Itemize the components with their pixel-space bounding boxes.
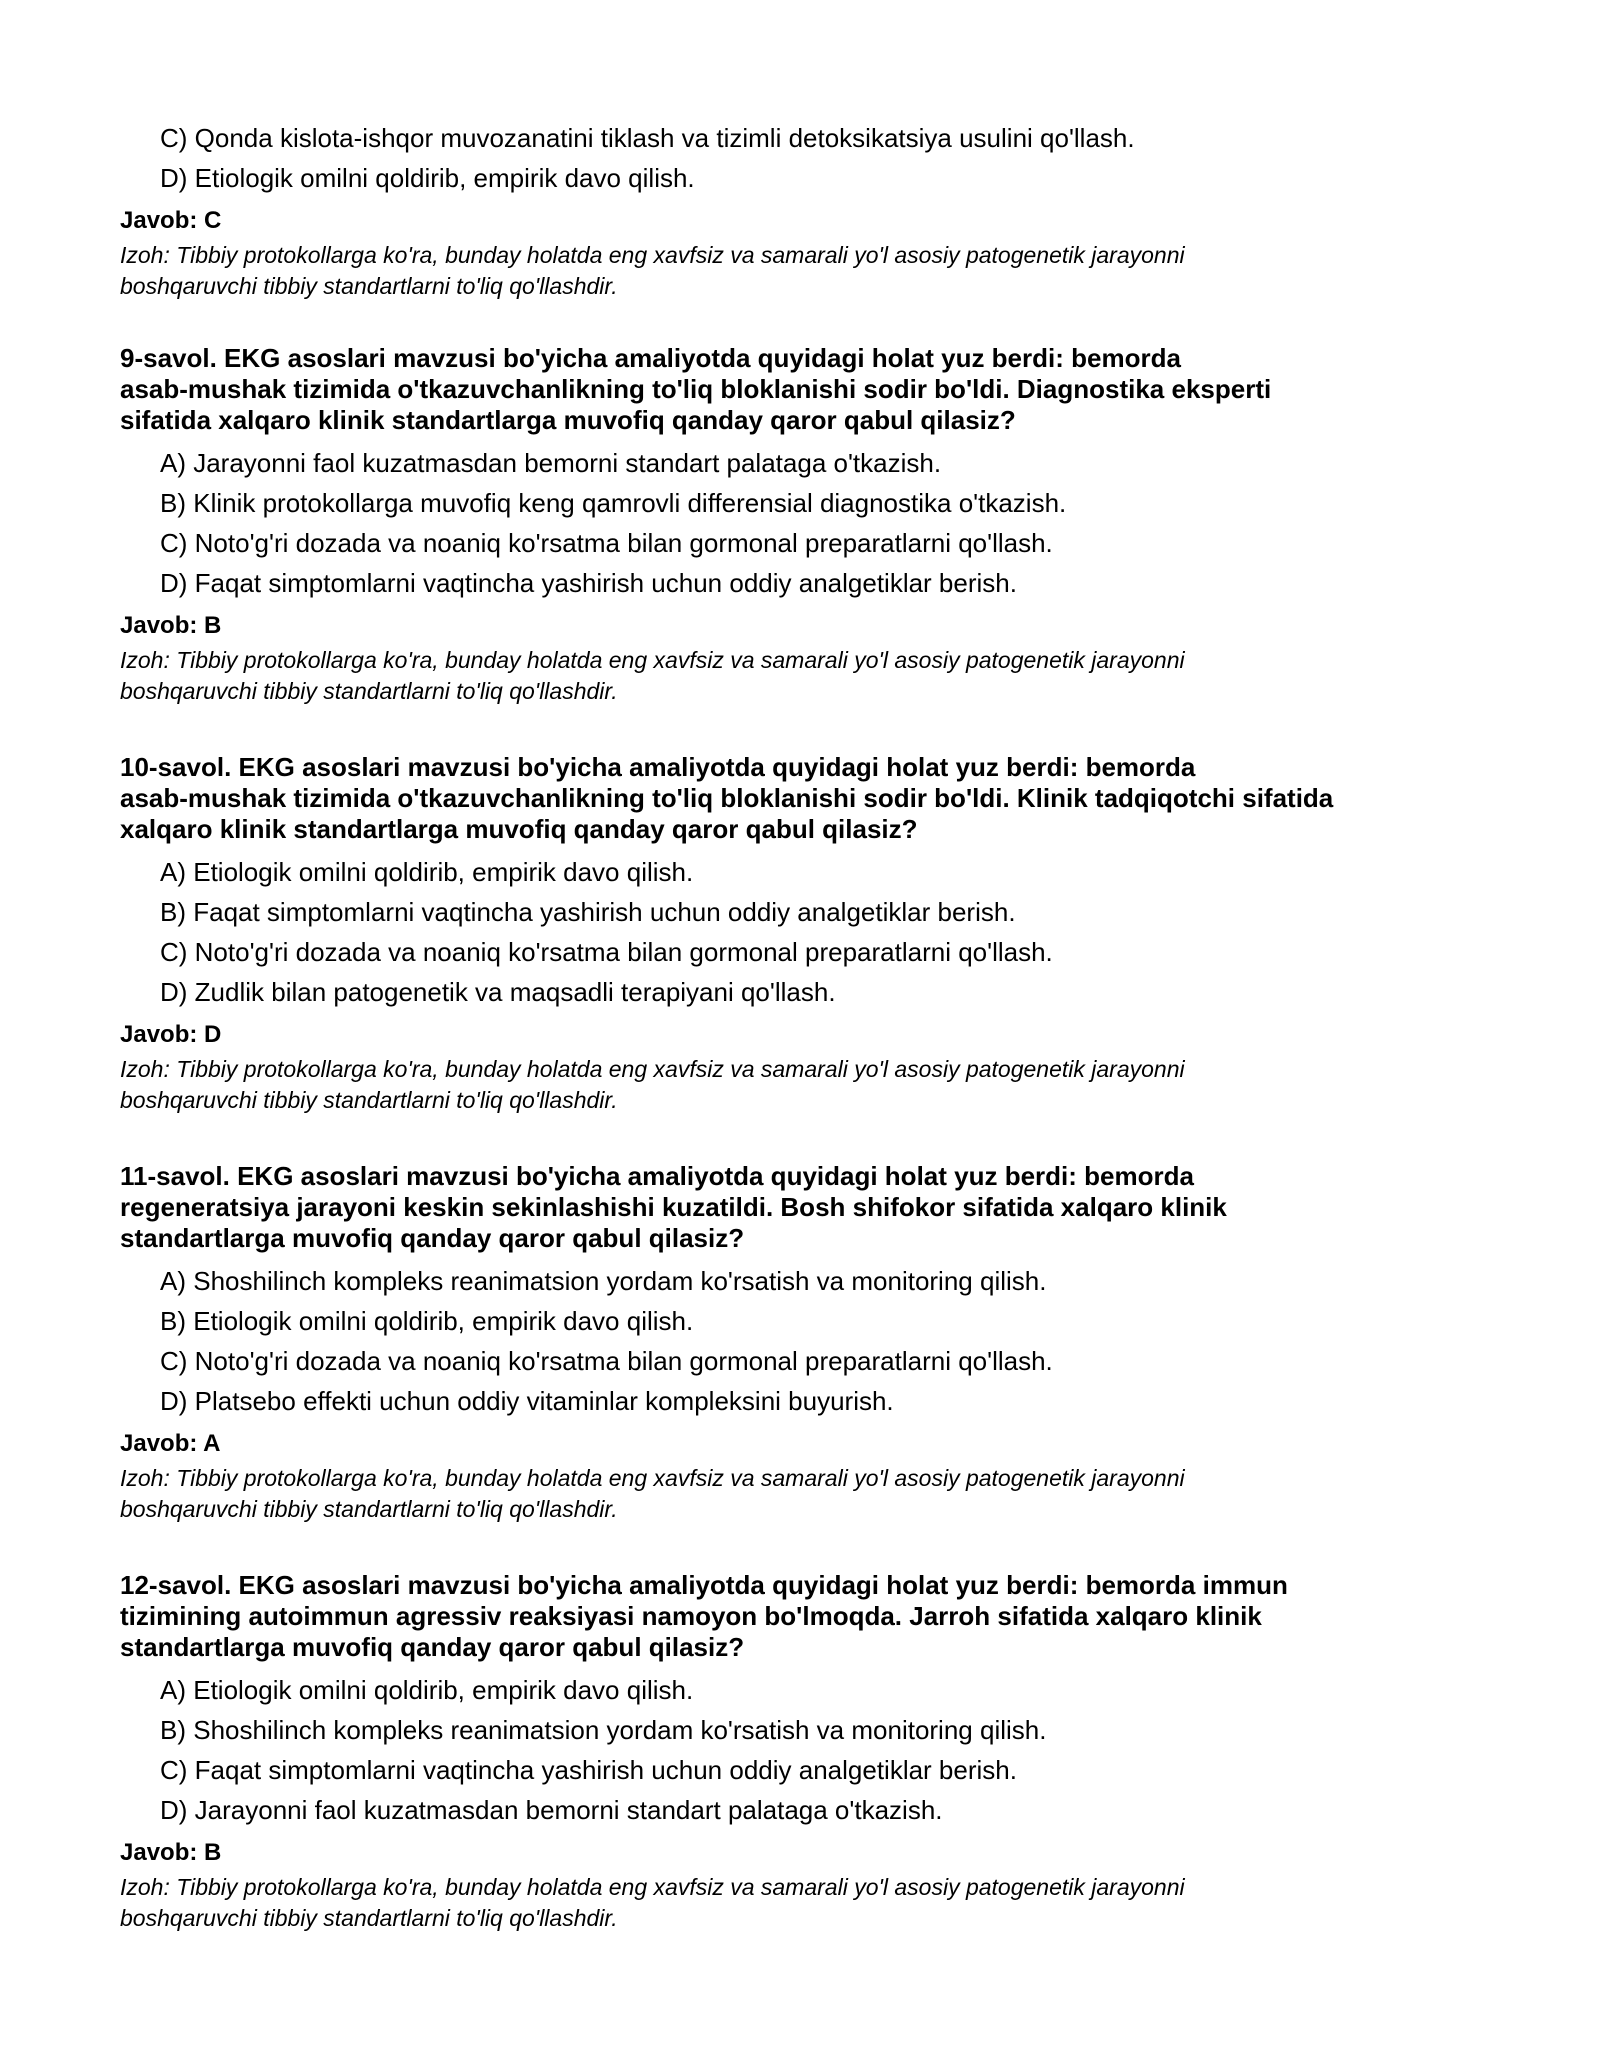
option-c: C) Noto'g'ri dozada va noaniq ko'rsatma bilan gormonal preparatlarni qo'llash. <box>160 1346 1053 1376</box>
title-line: asab-mushak tizimida o'tkazuvchanlikning to'liq bloklanishi sodir bo'ldi. Diagnostika eksperti <box>120 374 1272 404</box>
question-title <box>120 1570 1490 1663</box>
option-d: D) Faqat simptomlarni vaqtincha yashirish uchun oddiy analgetiklar berish. <box>160 568 1017 598</box>
explanation-note <box>120 645 1490 707</box>
option-d: D) Jarayonni faol kuzatmasdan bemorni standart palataga o'tkazish. <box>160 1795 943 1825</box>
option-d: D) Zudlik bilan patogenetik va maqsadli terapiyani qo'llash. <box>160 977 836 1007</box>
question-title <box>120 343 1490 436</box>
question-11 <box>120 1161 1490 1525</box>
title-line: asab-mushak tizimida o'tkazuvchanlikning to'liq bloklanishi sodir bo'ldi. Klinik tadqiqotchi sifatida <box>120 783 1334 813</box>
title-line: xalqaro klinik standartlarga muvofiq qanday qaror qabul qilasiz? <box>120 814 918 844</box>
note-line: Izoh: Tibbiy protokollarga ko'ra, bunday holatda eng xavfsiz va samarali yo'l asosiy patogenetik jarayonni <box>120 1874 1185 1900</box>
note-line: Izoh: Tibbiy protokollarga ko'ra, bunday holatda eng xavfsiz va samarali yo'l asosiy patogenetik jarayonni <box>120 647 1185 673</box>
option-b: B) Shoshilinch kompleks reanimatsion yordam ko'rsatish va monitoring qilish. <box>160 1715 1047 1745</box>
title-line: 11-savol. EKG asoslari mavzusi bo'yicha amaliyotda quyidagi holat yuz berdi: bemorda <box>120 1161 1194 1191</box>
note-line: boshqaruvchi tibbiy standartlarni to'liq qo'llashdir. <box>120 1087 618 1113</box>
option-d: D) Platsebo effekti uchun oddiy vitaminlar kompleksini buyurish. <box>160 1386 894 1416</box>
note-line: Izoh: Tibbiy protokollarga ko'ra, bunday holatda eng xavfsiz va samarali yo'l asosiy patogenetik jarayonni <box>120 1465 1185 1491</box>
title-line: standartlarga muvofiq qanday qaror qabul qilasiz? <box>120 1223 745 1253</box>
option-b: B) Klinik protokollarga muvofiq keng qamrovli differensial diagnostika o'tkazish. <box>160 488 1067 518</box>
title-line: tizimining autoimmun agressiv reaksiyasi namoyon bo'lmoqda. Jarroh sifatida xalqaro klinik <box>120 1601 1262 1631</box>
title-line: regeneratsiya jarayoni keskin sekinlashishi kuzatildi. Bosh shifokor sifatida xalqaro klinik <box>120 1192 1227 1222</box>
answer-label: Javob: A <box>120 1430 221 1457</box>
answer-label: Javob: B <box>120 612 222 639</box>
answer-label: Javob: D <box>120 1021 222 1048</box>
option-a: A) Etiologik omilni qoldirib, empirik davo qilish. <box>160 857 694 887</box>
option-a: A) Jarayonni faol kuzatmasdan bemorni standart palataga o'tkazish. <box>160 448 942 478</box>
note-line: boshqaruvchi tibbiy standartlarni to'liq qo'llashdir. <box>120 1905 618 1931</box>
option-c: C) Qonda kislota-ishqor muvozanatini tiklash va tizimli detoksikatsiya usulini qo'llash. <box>160 123 1135 153</box>
note-line: boshqaruvchi tibbiy standartlarni to'liq qo'llashdir. <box>120 273 618 299</box>
question-12 <box>120 1570 1490 1934</box>
option-b: B) Etiologik omilni qoldirib, empirik davo qilish. <box>160 1306 694 1336</box>
answer-label: Javob: C <box>120 207 222 234</box>
question-10 <box>120 752 1490 1116</box>
note-line: boshqaruvchi tibbiy standartlarni to'liq qo'llashdir. <box>120 1496 618 1522</box>
title-line: sifatida xalqaro klinik standartlarga muvofiq qanday qaror qabul qilasiz? <box>120 405 1016 435</box>
note-line: boshqaruvchi tibbiy standartlarni to'liq qo'llashdir. <box>120 678 618 704</box>
option-c: C) Faqat simptomlarni vaqtincha yashirish uchun oddiy analgetiklar berish. <box>160 1755 1017 1785</box>
option-d: D) Etiologik omilni qoldirib, empirik davo qilish. <box>160 163 695 193</box>
explanation-note <box>120 1463 1490 1525</box>
question-title <box>120 1161 1490 1254</box>
explanation-note <box>120 1872 1490 1934</box>
title-line: 12-savol. EKG asoslari mavzusi bo'yicha amaliyotda quyidagi holat yuz berdi: bemorda immun <box>120 1570 1288 1600</box>
option-c: C) Noto'g'ri dozada va noaniq ko'rsatma bilan gormonal preparatlarni qo'llash. <box>160 937 1053 967</box>
title-line: standartlarga muvofiq qanday qaror qabul qilasiz? <box>120 1632 745 1662</box>
question-title <box>120 752 1490 845</box>
option-c: C) Noto'g'ri dozada va noaniq ko'rsatma bilan gormonal preparatlarni qo'llash. <box>160 528 1053 558</box>
title-line: 9-savol. EKG asoslari mavzusi bo'yicha amaliyotda quyidagi holat yuz berdi: bemorda <box>120 343 1181 373</box>
explanation-note <box>120 1054 1490 1116</box>
question-9 <box>120 343 1490 707</box>
option-b: B) Faqat simptomlarni vaqtincha yashirish uchun oddiy analgetiklar berish. <box>160 897 1016 927</box>
note-line: Izoh: Tibbiy protokollarga ko'ra, bunday holatda eng xavfsiz va samarali yo'l asosiy patogenetik jarayonni <box>120 1056 1185 1082</box>
option-a: A) Etiologik omilni qoldirib, empirik davo qilish. <box>160 1675 694 1705</box>
question-8-continued <box>120 118 1480 302</box>
note-line: Izoh: Tibbiy protokollarga ko'ra, bunday holatda eng xavfsiz va samarali yo'l asosiy patogenetik jarayonni <box>120 242 1185 268</box>
answer-label: Javob: B <box>120 1839 222 1866</box>
option-a: A) Shoshilinch kompleks reanimatsion yordam ko'rsatish va monitoring qilish. <box>160 1266 1047 1296</box>
explanation-note <box>120 240 1480 302</box>
title-line: 10-savol. EKG asoslari mavzusi bo'yicha amaliyotda quyidagi holat yuz berdi: bemorda <box>120 752 1196 782</box>
